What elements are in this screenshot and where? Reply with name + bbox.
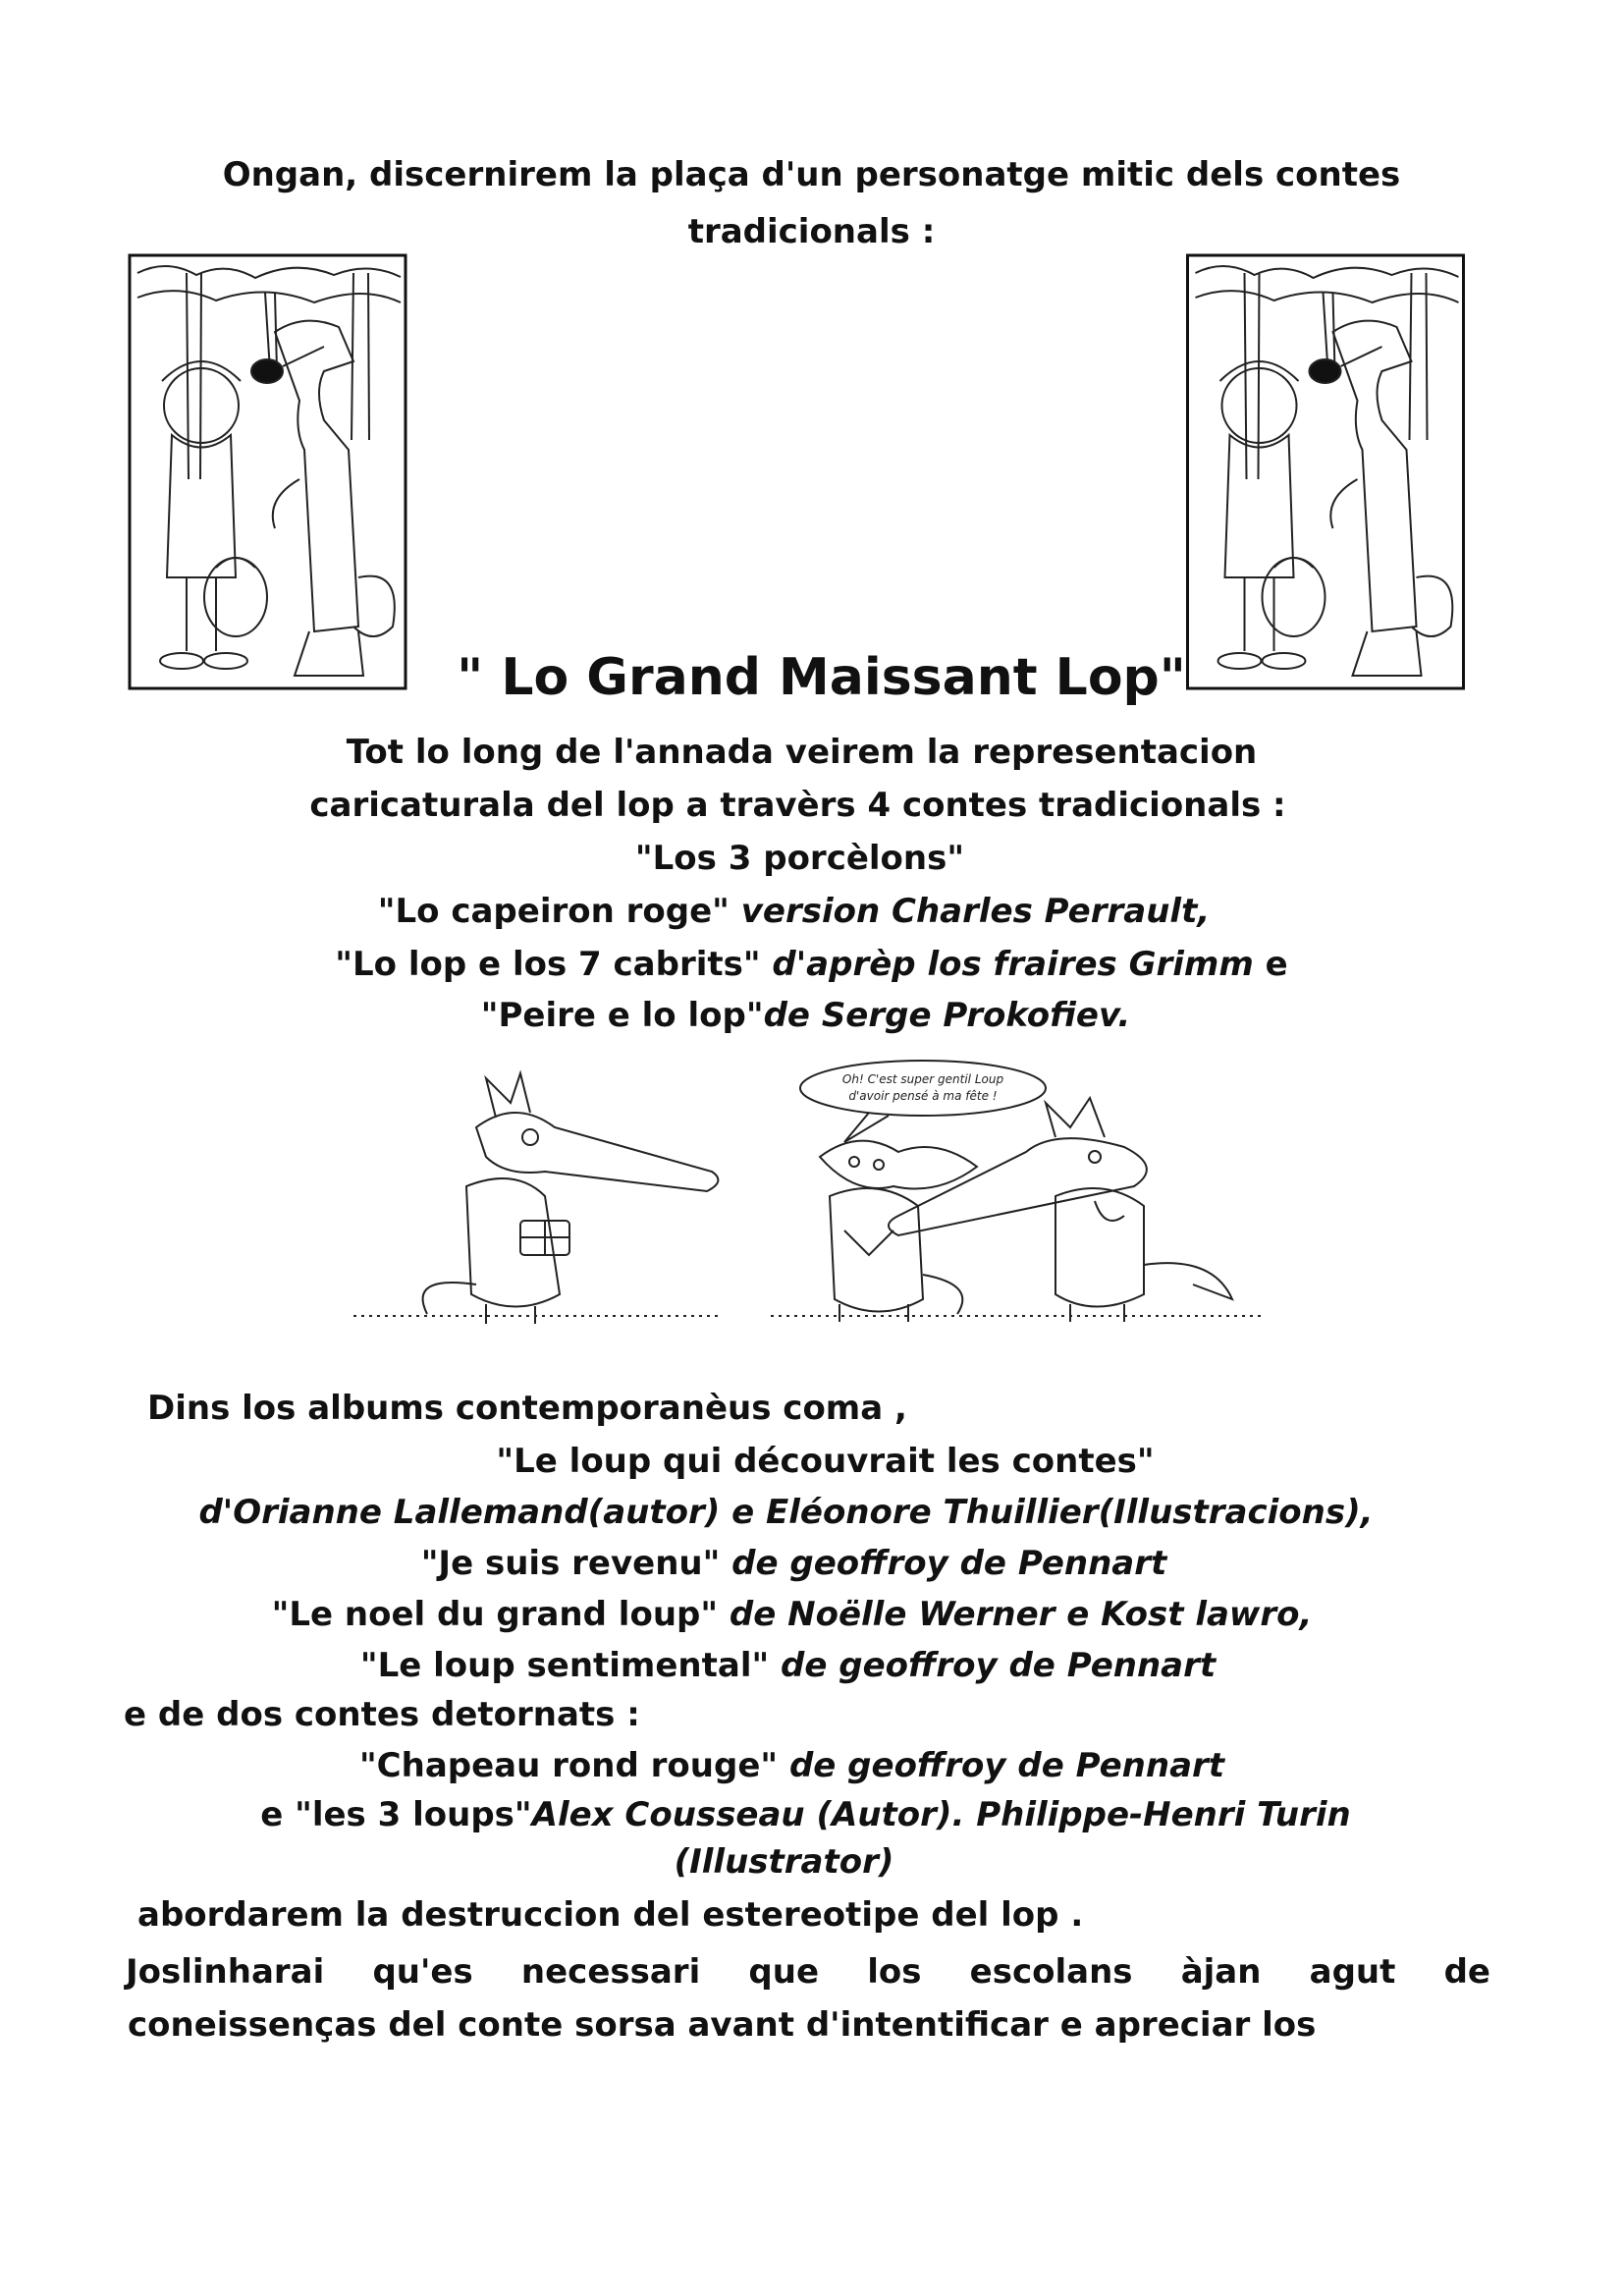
closing-word: àjan bbox=[1180, 1952, 1262, 1992]
album-2-title: "Je suis revenu" bbox=[420, 1544, 721, 1583]
album-2 bbox=[0, 1542, 1605, 1585]
closing-word: Joslinharai bbox=[126, 1952, 325, 1992]
album-3-author: de Noëlle Werner e Kost lawro, bbox=[718, 1595, 1313, 1634]
closing-word: qu'es bbox=[372, 1952, 473, 1992]
tale-4 bbox=[0, 994, 1617, 1037]
tale-3-end: e bbox=[1253, 945, 1288, 984]
album-4 bbox=[0, 1644, 1599, 1687]
tales-intro-line-2: caricaturala del lop a travèrs 4 contes tradicionals : bbox=[309, 786, 1286, 825]
detour-1-author: de geoffroy de Pennart bbox=[778, 1746, 1225, 1785]
red-riding-hood-wolf-illustration-right bbox=[1173, 253, 1478, 690]
closing-word: agut bbox=[1309, 1952, 1396, 1992]
album-2-author: de geoffroy de Pennart bbox=[720, 1544, 1167, 1583]
tale-3-author: d'aprèp los fraires Grimm bbox=[760, 945, 1254, 984]
closing-line-1: abordarem la destruccion del estereotipe del lop . bbox=[137, 1895, 1084, 1935]
album-1-author: d'Orianne Lallemand(autor) e Eléonore Thuillier(Illustracions), bbox=[198, 1493, 1374, 1532]
speech-bubble-line-1: Oh! C'est super gentil Loup bbox=[841, 1072, 1004, 1086]
tale-4-title: "Peire e lo lop" bbox=[480, 996, 764, 1035]
speech-bubble-line-2: d'avoir pensé à ma fête ! bbox=[848, 1089, 998, 1103]
tales-intro-line-1: Tot lo long de l'annada veirem la representacion bbox=[346, 733, 1258, 772]
closing-word: de bbox=[1443, 1952, 1490, 1992]
detour-1-title: "Chapeau rond rouge" bbox=[358, 1746, 779, 1785]
detour-2-illustrator: (Illustrator) bbox=[674, 1842, 894, 1882]
tale-2-title: "Lo capeiron roge" bbox=[377, 892, 730, 931]
detour-1 bbox=[0, 1744, 1603, 1787]
album-4-title: "Le loup sentimental" bbox=[359, 1646, 770, 1685]
detour-intro: e de dos contes detornats : bbox=[124, 1695, 640, 1734]
detour-2-title: e "les 3 loups" bbox=[260, 1795, 532, 1834]
closing-word: escolans bbox=[969, 1952, 1133, 1992]
album-4-author: de geoffroy de Pennart bbox=[769, 1646, 1217, 1685]
album-1-title: "Le loup qui découvrait les contes" bbox=[496, 1442, 1155, 1481]
tale-1: "Los 3 porcèlons" bbox=[634, 839, 965, 878]
tale-3-title: "Lo lop e los 7 cabrits" bbox=[335, 945, 761, 984]
album-3 bbox=[0, 1593, 1603, 1636]
tale-4-author: de Serge Prokofiev. bbox=[763, 996, 1131, 1035]
albums-intro: Dins los albums contemporanèus coma , bbox=[147, 1389, 907, 1428]
page-title: " Lo Grand Maissant Lop" bbox=[457, 648, 1186, 707]
intro-line-2: tradicionals : bbox=[687, 212, 936, 251]
intro-line-1: Ongan, discernirem la plaça d'un personatge mitic dels contes bbox=[222, 155, 1401, 194]
album-3-title: "Le noel du grand loup" bbox=[271, 1595, 719, 1634]
tale-2 bbox=[0, 890, 1605, 933]
closing-word: que bbox=[748, 1952, 820, 1992]
tale-3 bbox=[0, 943, 1623, 986]
wolves-cartoon-illustration bbox=[349, 1059, 1311, 1363]
tale-2-author: version Charles Perrault, bbox=[729, 892, 1211, 931]
red-riding-hood-wolf-illustration-left bbox=[128, 253, 407, 690]
closing-word: los bbox=[867, 1952, 922, 1992]
closing-word: necessari bbox=[520, 1952, 701, 1992]
closing-line-3: coneissenças del conte sorsa avant d'intentificar e apreciar los bbox=[128, 2005, 1317, 2045]
detour-2-author: Alex Cousseau (Autor). Philippe-Henri Turin bbox=[531, 1795, 1351, 1834]
detour-2 bbox=[0, 1793, 1617, 1836]
closing-line-2 bbox=[126, 1950, 1490, 1994]
